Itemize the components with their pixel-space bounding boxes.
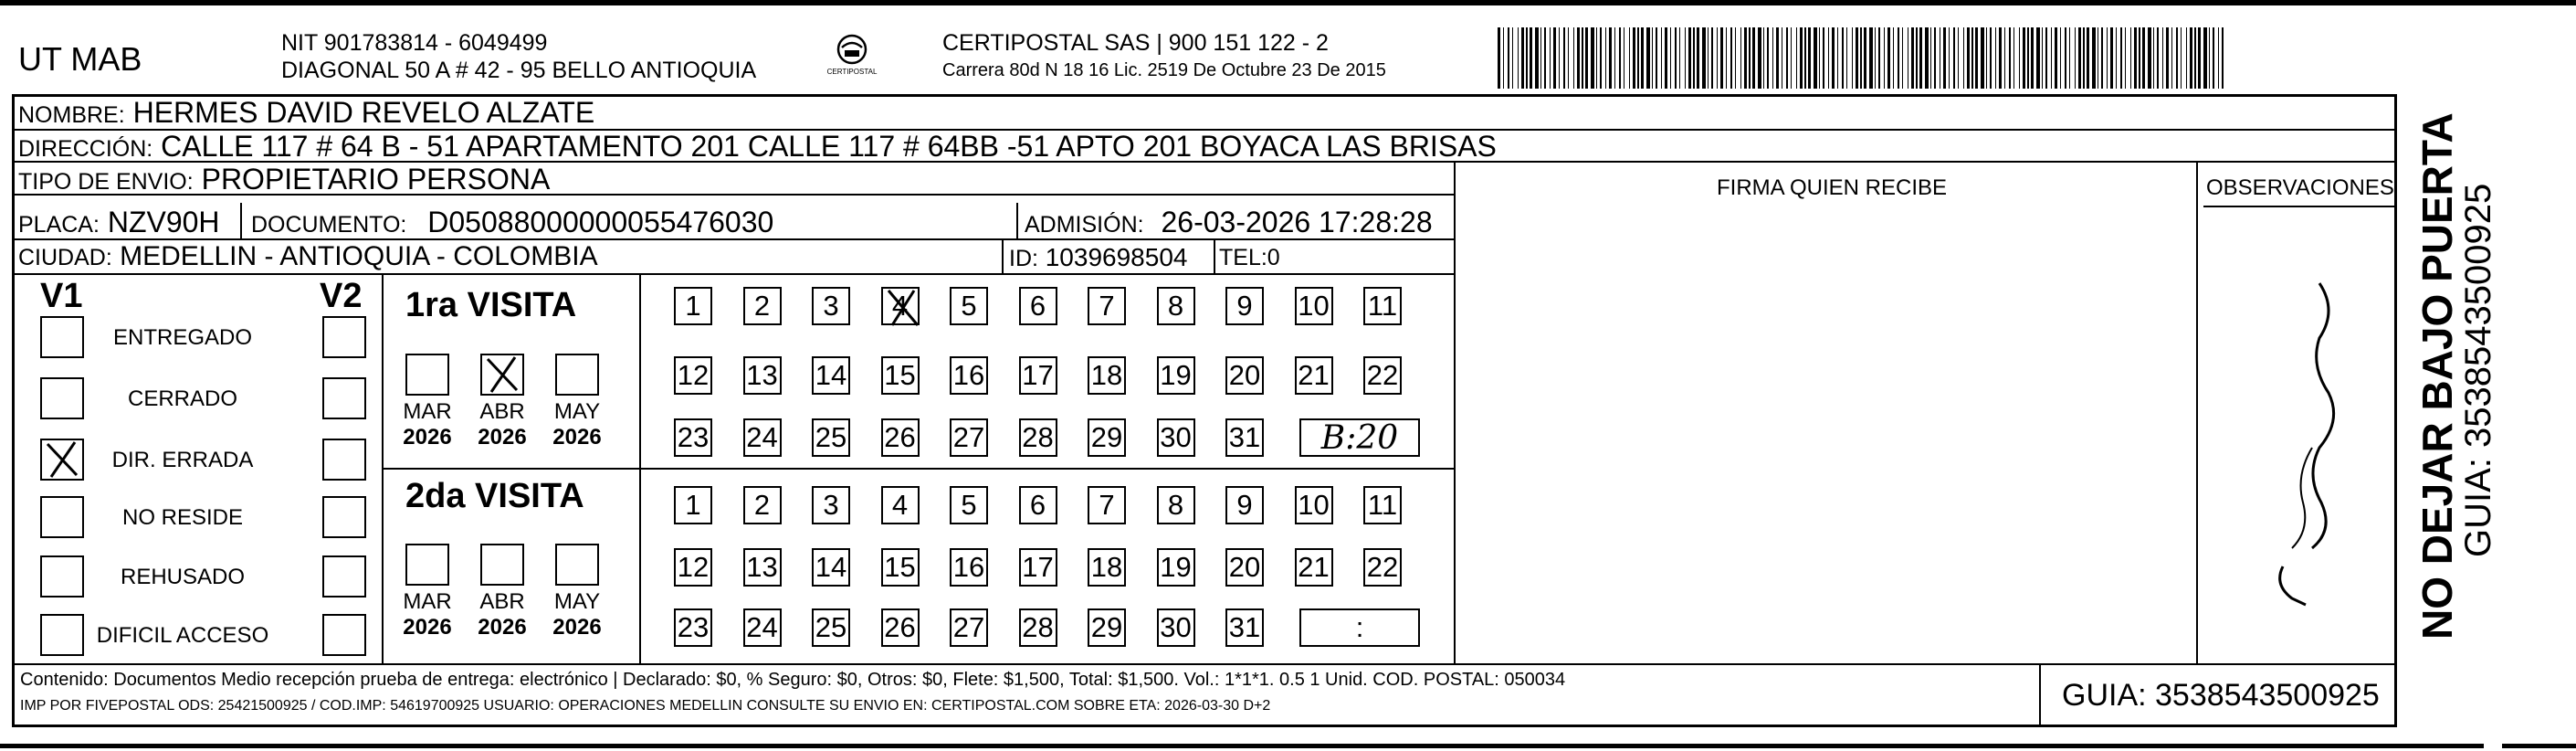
tipo-row	[18, 163, 550, 196]
day-number: 10	[1298, 290, 1330, 322]
day-number: 17	[1022, 359, 1054, 391]
month-year: 2026	[552, 425, 602, 450]
day-cell[interactable]	[674, 356, 712, 395]
day-cell[interactable]	[881, 608, 920, 647]
day-cell[interactable]	[1225, 548, 1264, 587]
day-cell[interactable]	[881, 356, 920, 395]
day-cell[interactable]	[1295, 548, 1333, 587]
day-number: 27	[952, 611, 985, 643]
day-cell[interactable]	[674, 486, 712, 524]
day-number: 26	[884, 611, 916, 643]
v1-label: V1	[40, 277, 83, 315]
month-name: MAY	[553, 589, 601, 614]
day-number: 8	[1167, 489, 1184, 521]
day-number: 11	[1367, 290, 1398, 322]
signature-header: FIRMA QUIEN RECIBE	[1717, 175, 1948, 200]
day-cell[interactable]	[1157, 548, 1195, 587]
month-year: 2026	[478, 615, 527, 640]
day-cell[interactable]	[1363, 548, 1402, 587]
day-cell[interactable]	[950, 548, 988, 587]
day-cell[interactable]	[1225, 608, 1264, 647]
day-number: 31	[1228, 611, 1261, 643]
recipient-address: CALLE 117 # 64 B - 51 APARTAMENTO 201 CALLE 117 # 64BB -51 APTO 201 BOYACA LAS BRISAS	[161, 130, 1497, 163]
barcode	[1498, 27, 2224, 89]
day-cell[interactable]	[1157, 608, 1195, 647]
day-number: 1	[685, 290, 701, 322]
day-number: 18	[1090, 551, 1123, 583]
placa-row	[18, 206, 220, 239]
day-number: 7	[1099, 489, 1115, 521]
day-number: 4	[891, 290, 909, 322]
day-number: 14	[815, 359, 847, 391]
day-number: 13	[746, 359, 778, 391]
carrier-line2: Carrera 80d N 18 16 Lic. 2519 De Octubre 23 De 2015	[942, 60, 1386, 80]
day-cell[interactable]	[674, 418, 712, 457]
month-checkbox[interactable]	[555, 354, 599, 396]
time-box[interactable]: B:20	[1299, 418, 1420, 457]
day-number: 10	[1298, 489, 1330, 521]
day-number: 14	[815, 551, 847, 583]
day-cell[interactable]	[743, 356, 782, 395]
carrier-line1: CERTIPOSTAL SAS | 900 151 122 - 2	[942, 30, 1329, 56]
recipient-id: 1039698504	[1045, 243, 1188, 271]
day-cell[interactable]	[743, 608, 782, 647]
month-checkbox[interactable]	[405, 544, 449, 586]
ciudad-label: CIUDAD:	[18, 245, 112, 270]
day-number: 19	[1160, 551, 1192, 583]
recipient-name: HERMES DAVID REVELO ALZATE	[132, 96, 595, 129]
footer-line1: Contenido: Documentos Medio recepción prueba de entrega: electrónico | Declarado: $0, % Seguro: $0, Otros: $0, Flete: $1,500, Total: $1,500. Vol.: 1*1*1. 0.5 1 Unid. COD. POSTAL: 050034	[20, 670, 1566, 690]
day-cell[interactable]	[1363, 356, 1402, 395]
day-cell[interactable]	[1019, 486, 1057, 524]
day-number: 22	[1366, 551, 1399, 583]
day-cell[interactable]	[1088, 356, 1126, 395]
day-cell[interactable]	[812, 548, 850, 587]
day-cell[interactable]	[1019, 418, 1057, 457]
day-number: 9	[1236, 290, 1253, 322]
day-number: 20	[1228, 551, 1261, 583]
v2-label: V2	[320, 277, 363, 315]
day-number: 23	[677, 611, 710, 643]
day-cell[interactable]	[881, 486, 920, 524]
id-label: ID:	[1009, 246, 1038, 271]
day-cell[interactable]	[1225, 418, 1264, 457]
day-number: 23	[677, 421, 710, 453]
observations-header: OBSERVACIONES	[2206, 175, 2394, 200]
day-number: 13	[746, 551, 778, 583]
day-number: 18	[1090, 359, 1123, 391]
logo-text: CERTIPOSTAL	[826, 68, 878, 76]
admission-date: 26-03-2026 17:28:28	[1161, 206, 1433, 238]
tel-row	[1219, 245, 1280, 271]
day-number: 24	[746, 421, 778, 453]
day-cell[interactable]	[1295, 287, 1333, 325]
status-label: ENTREGADO	[112, 325, 252, 350]
day-cell[interactable]	[1363, 486, 1402, 524]
day-number: 21	[1298, 359, 1330, 391]
month-checkbox[interactable]	[405, 354, 449, 396]
day-cell[interactable]	[743, 486, 782, 524]
v2-checkbox[interactable]	[322, 614, 366, 656]
v2-checkbox[interactable]	[322, 377, 366, 419]
bottom-border	[0, 744, 2484, 748]
month-year: 2026	[403, 425, 452, 450]
status-label: DIFICIL ACCESO	[96, 623, 269, 648]
nombre-row	[18, 96, 594, 130]
top-border	[0, 0, 2576, 5]
shipment-type: PROPIETARIO PERSONA	[201, 163, 551, 196]
day-number: 28	[1022, 611, 1054, 643]
day-number: 31	[1228, 421, 1261, 453]
v2-checkbox[interactable]	[322, 496, 366, 538]
admision-label: ADMISIÓN:	[1025, 212, 1144, 238]
day-number: 2	[753, 489, 771, 521]
day-number: 9	[1236, 489, 1253, 521]
day-cell[interactable]	[1295, 356, 1333, 395]
tel-label: TEL:	[1219, 245, 1267, 270]
nombre-label: NOMBRE:	[18, 102, 125, 128]
day-cell[interactable]	[1225, 356, 1264, 395]
day-number: 6	[1029, 489, 1046, 521]
day-cell[interactable]	[812, 418, 850, 457]
day-number: 29	[1090, 611, 1123, 643]
day-cell[interactable]	[881, 548, 920, 587]
id-row	[1009, 243, 1187, 272]
sender-nit: NIT 901783814 - 6049499	[281, 30, 548, 56]
day-number: 16	[952, 551, 985, 583]
day-cell[interactable]	[950, 287, 988, 325]
month-year: 2026	[478, 425, 527, 450]
sender-name: UT MAB	[18, 40, 142, 78]
day-number: 30	[1160, 611, 1192, 643]
day-number: 25	[815, 611, 847, 643]
day-cell[interactable]	[1088, 608, 1126, 647]
day-number: 20	[1228, 359, 1261, 391]
day-number: 27	[952, 421, 985, 453]
day-cell[interactable]	[881, 418, 920, 457]
side-warning: NO DEJAR BAJO PUERTA	[2413, 112, 2461, 640]
document-number: D05088000000055476030	[427, 206, 774, 238]
status-label: REHUSADO	[120, 565, 246, 589]
tipo-label: TIPO DE ENVIO:	[18, 169, 194, 195]
day-cell[interactable]	[743, 548, 782, 587]
month-name: MAR	[403, 399, 452, 424]
day-cell[interactable]	[812, 356, 850, 395]
day-number: 4	[891, 489, 909, 521]
city: MEDELLIN - ANTIOQUIA - COLOMBIA	[120, 241, 598, 271]
visit2-title: 2da VISITA	[405, 477, 584, 515]
plate-number: NZV90H	[107, 206, 220, 238]
day-number: 29	[1090, 421, 1123, 453]
month-name: MAY	[553, 399, 601, 424]
day-number: 5	[961, 290, 977, 322]
day-cell[interactable]	[1088, 418, 1126, 457]
day-number: 24	[746, 611, 778, 643]
v2-checkbox[interactable]	[322, 316, 366, 358]
time-box[interactable]: :	[1299, 608, 1420, 647]
sender-address: DIAGONAL 50 A # 42 - 95 BELLO ANTIOQUIA	[281, 58, 757, 83]
day-cell[interactable]	[1225, 486, 1264, 524]
day-number: 2	[753, 290, 771, 322]
month-name: ABR	[479, 589, 525, 614]
v2-checkbox[interactable]	[322, 555, 366, 598]
day-number: 6	[1029, 290, 1046, 322]
day-number: 1	[685, 489, 701, 521]
month-name: ABR	[479, 399, 525, 424]
certipostal-logo	[820, 33, 884, 82]
day-number: 30	[1160, 421, 1192, 453]
day-number: 5	[961, 489, 977, 521]
day-cell[interactable]	[1157, 356, 1195, 395]
day-cell[interactable]	[950, 486, 988, 524]
day-cell[interactable]	[950, 418, 988, 457]
phone: 0	[1267, 245, 1280, 270]
day-number: 15	[884, 551, 916, 583]
month-checkbox[interactable]	[480, 354, 524, 396]
footer-guia: GUIA: 3538543500925	[2062, 678, 2380, 713]
day-number: 7	[1099, 290, 1115, 322]
day-cell[interactable]	[743, 287, 782, 325]
side-guia: GUIA: 3538543500925	[2458, 183, 2498, 557]
documento-row	[251, 206, 773, 239]
direccion-row	[18, 130, 1497, 164]
day-number: 25	[815, 421, 847, 453]
day-cell[interactable]	[1157, 287, 1195, 325]
month-name: MAR	[403, 589, 452, 614]
day-number: 3	[823, 489, 839, 521]
month-checkbox[interactable]	[480, 544, 524, 586]
day-cell[interactable]	[881, 287, 920, 325]
ciudad-row	[18, 241, 598, 272]
day-cell[interactable]	[1088, 548, 1126, 587]
day-cell[interactable]	[812, 287, 850, 325]
day-cell[interactable]	[1157, 486, 1195, 524]
day-number: 22	[1366, 359, 1399, 391]
month-year: 2026	[403, 615, 452, 640]
day-cell[interactable]	[1157, 418, 1195, 457]
day-cell[interactable]	[1363, 287, 1402, 325]
visit1-title: 1ra VISITA	[405, 286, 577, 324]
documento-label: DOCUMENTO:	[251, 212, 407, 238]
v2-checkbox[interactable]	[322, 439, 366, 481]
day-number: 15	[884, 359, 916, 391]
month-year: 2026	[552, 615, 602, 640]
day-cell[interactable]	[674, 287, 712, 325]
day-cell[interactable]	[950, 608, 988, 647]
handwritten-signature	[2255, 274, 2356, 612]
day-number: 19	[1160, 359, 1192, 391]
day-cell[interactable]	[950, 356, 988, 395]
day-number: 11	[1367, 489, 1398, 521]
day-number: 17	[1022, 551, 1054, 583]
admision-row	[1025, 206, 1433, 239]
day-cell[interactable]	[674, 608, 712, 647]
day-cell[interactable]	[812, 486, 850, 524]
day-number: 3	[823, 290, 839, 322]
day-cell[interactable]	[674, 548, 712, 587]
day-cell[interactable]	[1019, 608, 1057, 647]
day-cell[interactable]	[1019, 548, 1057, 587]
day-cell[interactable]	[1295, 486, 1333, 524]
day-cell[interactable]	[1088, 486, 1126, 524]
day-number: 28	[1022, 421, 1054, 453]
day-number: 16	[952, 359, 985, 391]
day-cell[interactable]	[743, 418, 782, 457]
day-number: 26	[884, 421, 916, 453]
day-cell[interactable]	[1019, 287, 1057, 325]
status-label: CERRADO	[127, 386, 237, 411]
day-cell[interactable]	[812, 608, 850, 647]
placa-label: PLACA:	[18, 212, 100, 238]
day-number: 21	[1298, 551, 1330, 583]
day-cell[interactable]	[1088, 287, 1126, 325]
day-cell[interactable]	[1225, 287, 1264, 325]
month-checkbox[interactable]	[555, 544, 599, 586]
status-label: NO RESIDE	[121, 505, 244, 530]
day-number: 12	[677, 551, 710, 583]
footer-line2: IMP POR FIVEPOSTAL ODS: 25421500925 / COD.IMP: 54619700925 USUARIO: OPERACIONES MEDELLIN CONSULTE SU ENVIO EN: CERTIPOSTAL.COM SOBRE ETA: 2026-03-30 D+2	[20, 698, 1271, 714]
direccion-label: DIRECCIÓN:	[18, 136, 153, 162]
day-number: 8	[1167, 290, 1184, 322]
day-number: 12	[677, 359, 710, 391]
status-label: DIR. ERRADA	[111, 448, 254, 472]
day-cell[interactable]	[1019, 356, 1057, 395]
